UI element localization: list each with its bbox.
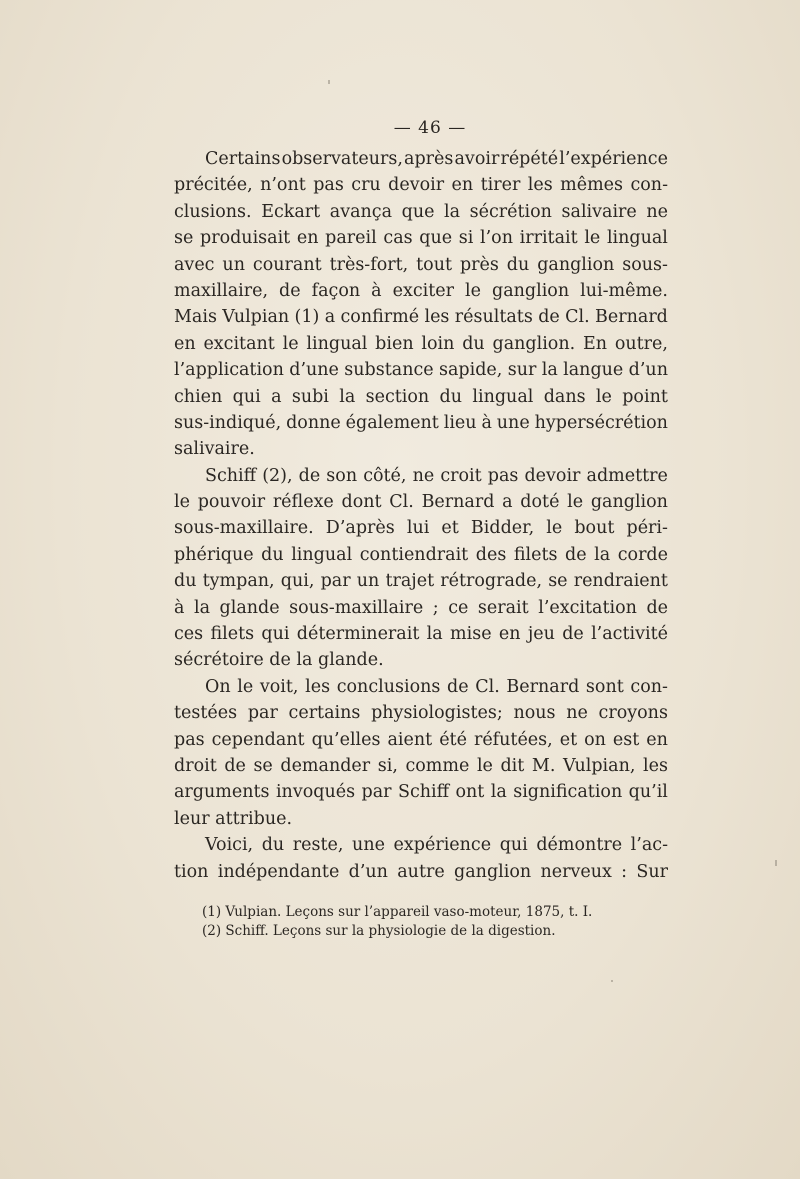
text-line: sécrétoire de la glande. [174,650,384,671]
scan-speck [328,80,330,84]
scan-speck [611,980,613,982]
text-line: à la glande sous-maxillaire ; ce serait l’excitation de [174,597,668,618]
text-line: On le voit, les conclusions de Cl. Bernard sont con- [205,676,668,697]
text-line: phérique du lingual contiendrait des filets de la corde [174,544,668,565]
text-line: testées par certains physiologistes; nous ne croyons [174,703,668,724]
text-line: en excitant le lingual bien loin du ganglion. En outre, [174,333,668,354]
body-text [174,146,668,885]
text-line: tion indépendante d’un autre ganglion nerveux : Sur [174,861,668,882]
text-line: ces filets qui déterminerait la mise en jeu de l’activité [174,624,668,645]
page-number: — 46 — [393,118,467,138]
text-line: Voici, du reste, une expérience qui démontre l’ac- [205,835,668,856]
scan-speck [775,860,777,866]
text-line: Mais Vulpian (1) a confirmé les résultats de Cl. Bernard [174,307,668,328]
text-line: se produisait en pareil cas que si l’on irritait le lingual [174,228,668,249]
text-line: leur attribue. [174,808,293,829]
text-line: du tympan, qui, par un trajet rétrograde, se rendraient [174,571,668,592]
text-line: arguments invoqués par Schiff ont la signification qu’il [174,782,668,803]
text-line: maxillaire, de façon à exciter le ganglion lui-même. [174,280,668,301]
text-line: le pouvoir réflexe dont Cl. Bernard a doté le ganglion [174,492,668,513]
text-line: Certains observateurs, après avoir répété l’expérience [205,149,668,169]
footnotes [202,903,642,941]
text-line: droit de se demander si, comme le dit M. Vulpian, les [174,755,668,776]
text-line: chien qui a subi la section du lingual dans le point [174,386,668,407]
text-line: pas cependant qu’elles aient été réfutées, et on est en [174,729,668,750]
text-line: précitée, n’ont pas cru devoir en tirer les mêmes con- [174,175,668,196]
text-line: sus-indiqué, donne également lieu à une hypersécrétion [174,412,668,433]
text-line: l’application d’une substance sapide, sur la langue d’un [174,360,668,381]
text-line: salivaire. [174,439,255,460]
text-line: avec un courant très-fort, tout près du ganglion sous- [174,254,668,275]
text-line: sous-maxillaire. D’après lui et Bidder, le bout péri- [174,518,668,539]
footnote-2: (2) Schiff. Leçons sur la physiologie de la digestion. [202,923,556,939]
text-line: clusions. Eckart avança que la sécrétion salivaire ne [174,201,668,222]
text-line: Schiff (2), de son côté, ne croit pas devoir admettre [205,465,668,486]
footnote-1: (1) Vulpian. Leçons sur l’appareil vaso-moteur, 1875, t. I. [202,904,593,920]
